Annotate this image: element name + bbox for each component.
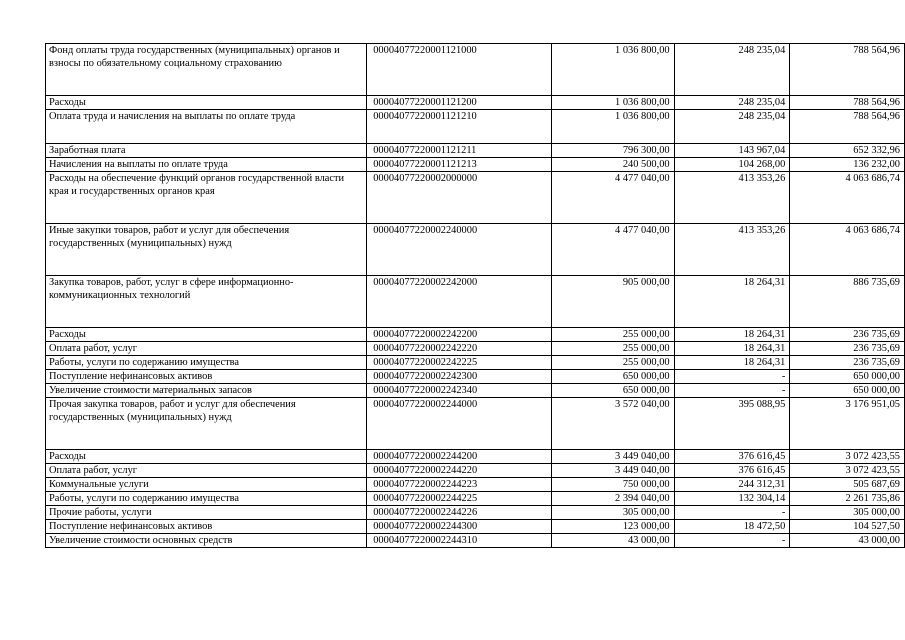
row-name: Увеличение стоимости материальных запасов: [46, 384, 367, 398]
row-code: 00004077220002242340: [367, 384, 552, 398]
table-row: [46, 492, 905, 506]
row-executed: 18 264,31: [674, 342, 790, 356]
row-executed: 18 264,31: [674, 276, 790, 328]
row-executed: 132 304,14: [674, 492, 790, 506]
row-remaining: 3 176 951,05: [790, 398, 905, 450]
row-name: Коммунальные услуги: [46, 478, 367, 492]
row-remaining: 3 072 423,55: [790, 450, 905, 464]
table-row: [46, 370, 905, 384]
row-approved: 796 300,00: [552, 144, 675, 158]
row-remaining: 650 000,00: [790, 370, 905, 384]
row-approved: 3 449 040,00: [552, 464, 675, 478]
row-name: Прочая закупка товаров, работ и услуг для обеспечения государственных (муниципальных) нужд: [46, 398, 367, 450]
row-code: 00004077220002244226: [367, 506, 552, 520]
row-code: 00004077220002244223: [367, 478, 552, 492]
row-executed: 376 616,45: [674, 464, 790, 478]
table-row: [46, 450, 905, 464]
row-executed: 18 264,31: [674, 328, 790, 342]
table-row: [46, 342, 905, 356]
row-code: 00004077220002000000: [367, 172, 552, 224]
table-row: [46, 328, 905, 342]
row-name: Работы, услуги по содержанию имущества: [46, 356, 367, 370]
row-executed: -: [674, 534, 790, 548]
row-executed: 413 353,26: [674, 172, 790, 224]
row-executed: 104 268,00: [674, 158, 790, 172]
row-code: 00004077220002240000: [367, 224, 552, 276]
row-executed: 18 472,50: [674, 520, 790, 534]
row-approved: 1 036 800,00: [552, 110, 675, 144]
row-remaining: 104 527,50: [790, 520, 905, 534]
row-code: 00004077220001121211: [367, 144, 552, 158]
row-code: 00004077220002242220: [367, 342, 552, 356]
row-name: Поступление нефинансовых активов: [46, 520, 367, 534]
row-executed: 395 088,95: [674, 398, 790, 450]
row-remaining: 4 063 686,74: [790, 224, 905, 276]
row-executed: 413 353,26: [674, 224, 790, 276]
row-executed: -: [674, 384, 790, 398]
table-row: [46, 172, 905, 224]
row-name: Оплата работ, услуг: [46, 464, 367, 478]
row-executed: -: [674, 370, 790, 384]
row-remaining: 2 261 735,86: [790, 492, 905, 506]
row-approved: 650 000,00: [552, 384, 675, 398]
row-remaining: 886 735,69: [790, 276, 905, 328]
row-approved: 255 000,00: [552, 356, 675, 370]
row-remaining: 305 000,00: [790, 506, 905, 520]
row-approved: 905 000,00: [552, 276, 675, 328]
row-name: Расходы: [46, 328, 367, 342]
row-approved: 4 477 040,00: [552, 224, 675, 276]
row-remaining: 788 564,96: [790, 96, 905, 110]
table-row: [46, 158, 905, 172]
row-approved: 123 000,00: [552, 520, 675, 534]
table-row: [46, 478, 905, 492]
row-executed: 376 616,45: [674, 450, 790, 464]
row-name: Начисления на выплаты по оплате труда: [46, 158, 367, 172]
row-executed: 244 312,31: [674, 478, 790, 492]
row-code: 00004077220002244300: [367, 520, 552, 534]
row-approved: 1 036 800,00: [552, 96, 675, 110]
table-row: [46, 224, 905, 276]
row-code: 00004077220002242200: [367, 328, 552, 342]
row-approved: 255 000,00: [552, 342, 675, 356]
row-remaining: 236 735,69: [790, 342, 905, 356]
row-code: 00004077220002244200: [367, 450, 552, 464]
row-approved: 650 000,00: [552, 370, 675, 384]
row-name: Прочие работы, услуги: [46, 506, 367, 520]
row-code: 00004077220002244310: [367, 534, 552, 548]
row-approved: 3 449 040,00: [552, 450, 675, 464]
table-row: [46, 464, 905, 478]
row-remaining: 236 735,69: [790, 356, 905, 370]
row-executed: 248 235,04: [674, 96, 790, 110]
table-row: [46, 384, 905, 398]
row-code: 00004077220001121213: [367, 158, 552, 172]
table-row: [46, 506, 905, 520]
row-name: Поступление нефинансовых активов: [46, 370, 367, 384]
row-executed: 248 235,04: [674, 110, 790, 144]
row-approved: 1 036 800,00: [552, 44, 675, 96]
row-executed: 143 967,04: [674, 144, 790, 158]
row-remaining: 505 687,69: [790, 478, 905, 492]
table-row: [46, 96, 905, 110]
row-approved: 240 500,00: [552, 158, 675, 172]
row-name: Увеличение стоимости основных средств: [46, 534, 367, 548]
row-executed: 18 264,31: [674, 356, 790, 370]
row-code: 00004077220001121000: [367, 44, 552, 96]
row-code: 00004077220002244225: [367, 492, 552, 506]
row-approved: 750 000,00: [552, 478, 675, 492]
row-code: 00004077220002244000: [367, 398, 552, 450]
row-code: 00004077220002242300: [367, 370, 552, 384]
row-name: Оплата работ, услуг: [46, 342, 367, 356]
row-code: 00004077220002244220: [367, 464, 552, 478]
row-name: Работы, услуги по содержанию имущества: [46, 492, 367, 506]
row-code: 00004077220001121200: [367, 96, 552, 110]
table-row: [46, 276, 905, 328]
row-name: Закупка товаров, работ, услуг в сфере информационно-коммуникационных технологий: [46, 276, 367, 328]
row-remaining: 236 735,69: [790, 328, 905, 342]
row-name: Иные закупки товаров, работ и услуг для обеспечения государственных (муниципальных) нужд: [46, 224, 367, 276]
row-approved: 2 394 040,00: [552, 492, 675, 506]
table-row: [46, 520, 905, 534]
row-remaining: 43 000,00: [790, 534, 905, 548]
row-name: Фонд оплаты труда государственных (муниципальных) органов и взносы по обязательному социальному страхованию: [46, 44, 367, 96]
row-approved: 255 000,00: [552, 328, 675, 342]
row-name: Заработная плата: [46, 144, 367, 158]
row-approved: 43 000,00: [552, 534, 675, 548]
table-body: [46, 44, 905, 548]
row-name: Расходы: [46, 450, 367, 464]
row-remaining: 650 000,00: [790, 384, 905, 398]
budget-execution-table: [45, 43, 905, 548]
row-remaining: 652 332,96: [790, 144, 905, 158]
row-code: 00004077220002242225: [367, 356, 552, 370]
row-executed: 248 235,04: [674, 44, 790, 96]
row-approved: 305 000,00: [552, 506, 675, 520]
row-code: 00004077220002242000: [367, 276, 552, 328]
table-row: [46, 144, 905, 158]
row-approved: 4 477 040,00: [552, 172, 675, 224]
row-remaining: 136 232,00: [790, 158, 905, 172]
row-remaining: 788 564,96: [790, 44, 905, 96]
row-remaining: 4 063 686,74: [790, 172, 905, 224]
table-row: [46, 44, 905, 96]
row-remaining: 788 564,96: [790, 110, 905, 144]
row-executed: -: [674, 506, 790, 520]
row-remaining: 3 072 423,55: [790, 464, 905, 478]
row-code: 00004077220001121210: [367, 110, 552, 144]
row-name: Расходы на обеспечение функций органов государственной власти края и государственных органов края: [46, 172, 367, 224]
row-name: Расходы: [46, 96, 367, 110]
table-row: [46, 534, 905, 548]
table-row: [46, 398, 905, 450]
row-name: Оплата труда и начисления на выплаты по оплате труда: [46, 110, 367, 144]
row-approved: 3 572 040,00: [552, 398, 675, 450]
table-row: [46, 356, 905, 370]
table-row: [46, 110, 905, 144]
